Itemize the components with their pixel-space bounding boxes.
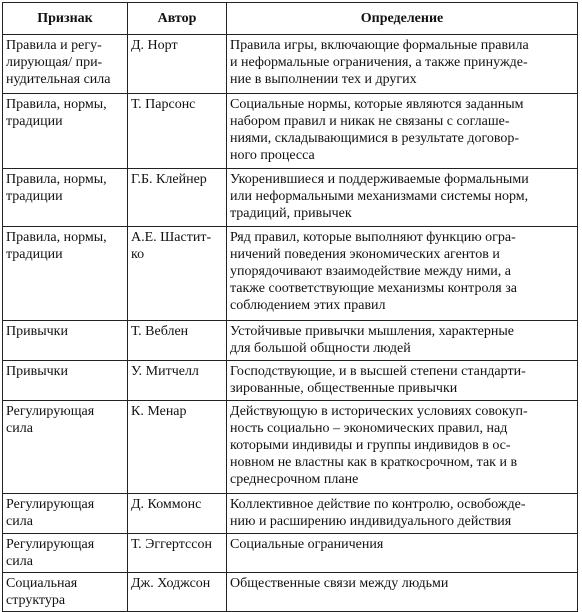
cell-definition: Социальные ограничения [227, 534, 578, 573]
cell-sign: Регулирующая сила [3, 401, 128, 494]
cell-sign: Регулирующая сила [3, 534, 128, 573]
cell-sign: Регулирующая сила [3, 494, 128, 534]
cell-author: Д. Норт [128, 35, 227, 94]
header-sign: Признак [3, 3, 128, 35]
table-body [3, 35, 578, 612]
table-row [3, 401, 578, 494]
definitions-table [2, 2, 578, 612]
table-row [3, 35, 578, 94]
cell-author: Дж. Ходжсон [128, 573, 227, 612]
cell-definition: Коллективное действие по контролю, освобожде- нию и расширению индивидуального действия [227, 494, 578, 534]
cell-sign: Правила, нормы, традиции [3, 169, 128, 227]
table-row [3, 227, 578, 321]
table-header [3, 3, 578, 35]
table-row [3, 534, 578, 573]
cell-definition: Господствующие, и в высшей степени стандарти- зированные, общественные привычки [227, 361, 578, 401]
cell-sign: Правила и регу- лирующая/ при- нудительная сила [3, 35, 128, 94]
table-row [3, 573, 578, 612]
cell-author: Г.Б. Клейнер [128, 169, 227, 227]
cell-sign: Правила, нормы, традиции [3, 227, 128, 321]
table-row [3, 361, 578, 401]
header-row [3, 3, 578, 35]
cell-author: Т. Эггертссон [128, 534, 227, 573]
header-definition: Определение [227, 3, 578, 35]
table-row [3, 169, 578, 227]
cell-author: Д. Коммонс [128, 494, 227, 534]
table-row [3, 94, 578, 169]
cell-author: А.Е. Шастит- ко [128, 227, 227, 321]
cell-definition: Общественные связи между людьми [227, 573, 578, 612]
cell-author: У. Митчелл [128, 361, 227, 401]
cell-definition: Устойчивые привычки мышления, характерные для большой общности людей [227, 321, 578, 361]
cell-definition: Ряд правил, которые выполняют функцию огра- ничений поведения экономических агентов и упорядочивают взаимодействие между ними, а также соответствующие механизмы контроля за соблюдением этих правил [227, 227, 578, 321]
cell-sign: Социальная структура [3, 573, 128, 612]
cell-author: Т. Веблен [128, 321, 227, 361]
cell-definition: Действующую в исторических условиях совокуп- ность социально – экономических правил, над которыми индивиды и группы индивидов в ос- новном не властны как в краткосрочном, так и в среднесрочном плане [227, 401, 578, 494]
cell-definition: Правила игры, включающие формальные правила и неформальные ограничения, а также принужде- ние в выполнении тех и других [227, 35, 578, 94]
table-row [3, 321, 578, 361]
cell-sign: Правила, нормы, традиции [3, 94, 128, 169]
cell-definition: Социальные нормы, которые являются заданным набором правил и никак не связаны с соглаше- ниями, складывающимися в результате договор- ного процесса [227, 94, 578, 169]
header-author: Автор [128, 3, 227, 35]
cell-author: Т. Парсонс [128, 94, 227, 169]
table-row [3, 494, 578, 534]
cell-definition: Укоренившиеся и поддерживаемые формальными или неформальными механизмами системы норм, традиций, привычек [227, 169, 578, 227]
cell-author: К. Менар [128, 401, 227, 494]
cell-sign: Привычки [3, 321, 128, 361]
cell-sign: Привычки [3, 361, 128, 401]
